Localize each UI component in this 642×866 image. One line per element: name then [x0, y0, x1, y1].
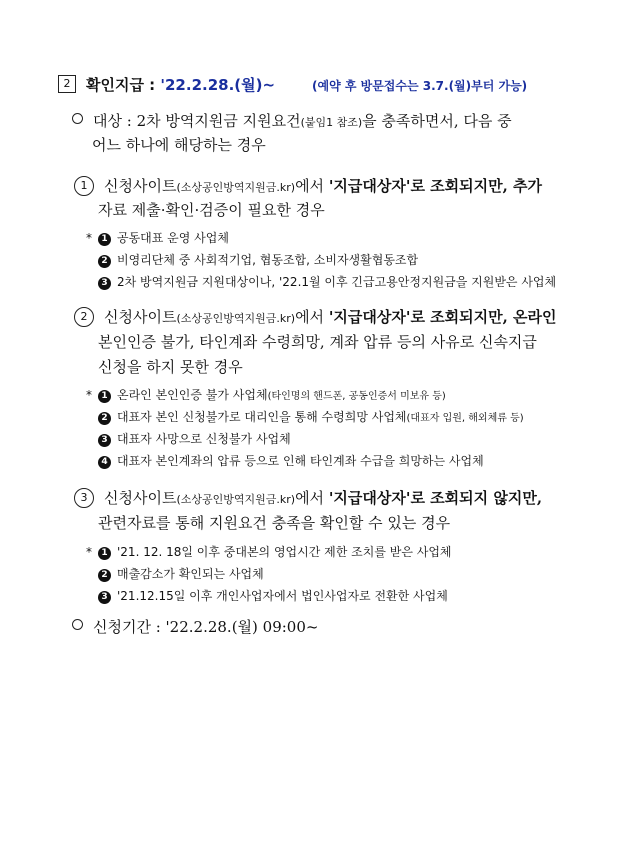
case-1-number: 1 [74, 176, 94, 196]
period-line [72, 616, 318, 638]
case-3-number: 3 [74, 488, 94, 508]
asterisk-icon: * [86, 545, 92, 559]
case-2-line-3: 신청을 하지 못한 경우 [98, 358, 243, 376]
hollow-circle-bullet-icon [72, 113, 83, 124]
list-item: 2 매출감소가 확인되는 사업체 [98, 563, 264, 585]
section-title-label: 확인지급 : [86, 76, 161, 94]
case-3-line-2: 관련자료를 통해 지원요건 충족을 확인할 수 있는 경우 [98, 514, 451, 532]
asterisk-icon: * [86, 388, 92, 402]
section-date: '22.2.28.(월)~ [160, 76, 276, 94]
case-2-number: 2 [74, 307, 94, 327]
list-item: 3 대표자 사망으로 신청불가 사업체 [98, 428, 291, 450]
list-item: 3 '21.12.15일 이후 개인사업자에서 법인사업자로 전환한 사업체 [98, 585, 448, 607]
list-item: * 1 온라인 본인인증 불가 사업체(타인명의 핸드폰, 공동인증서 미보유 등) [86, 388, 446, 402]
list-item: * 1 '21. 12. 18일 이후 중대본의 영업시간 제한 조치를 받은 사업체 [86, 545, 452, 559]
list-item: * 1 공동대표 운영 사업체 [86, 231, 229, 245]
case-1-line-1: 1 신청사이트(소상공인방역지원금.kr)에서 '지급대상자'로 조회되지만, 추가 [74, 175, 542, 199]
target-label: 대상 [93, 112, 122, 130]
target-line-2: 어느 하나에 해당하는 경우 [92, 136, 266, 154]
list-item: 3 2차 방역지원금 지원대상이나, '22.1월 이후 긴급고용안정지원금을 지원받은 사업체 [98, 271, 556, 293]
case-2-line-1: 2 신청사이트(소상공인방역지원금.kr)에서 '지급대상자'로 조회되지만, 온라인 [74, 306, 557, 330]
hollow-circle-bullet-icon [72, 619, 83, 630]
section-title [86, 74, 275, 95]
list-item: 2 비영리단체 중 사회적기업, 협동조합, 소비자생활협동조합 [98, 249, 418, 271]
case-1-line-2: 자료 제출·확인·검증이 필요한 경우 [98, 201, 325, 219]
section-note: (예약 후 방문접수는 3.7.(월)부터 가능) [312, 79, 528, 93]
asterisk-icon: * [86, 231, 92, 245]
target-line-1: 대상 : 2차 방역지원금 지원요건(붙임1 참조)을 충족하면서, 다음 중 [72, 110, 512, 134]
case-3-line-1: 3 신청사이트(소상공인방역지원금.kr)에서 '지급대상자'로 조회되지 않지만, [74, 487, 542, 511]
period-value: : '22.2.28.(월) 09:00~ [150, 618, 319, 636]
list-item: 2 대표자 본인 신청불가로 대리인을 통해 수령희망 사업체(대표자 입원, 해외체류 등) [98, 406, 524, 430]
period-label: 신청기간 [93, 618, 151, 636]
case-2-line-2: 본인인증 불가, 타인계좌 수령희망, 계좌 압류 등의 사유로 신속지급 [98, 333, 537, 351]
section-number-box: 2 [58, 75, 76, 93]
list-item: 4 대표자 본인계좌의 압류 등으로 인해 타인계좌 수급을 희망하는 사업체 [98, 450, 484, 472]
